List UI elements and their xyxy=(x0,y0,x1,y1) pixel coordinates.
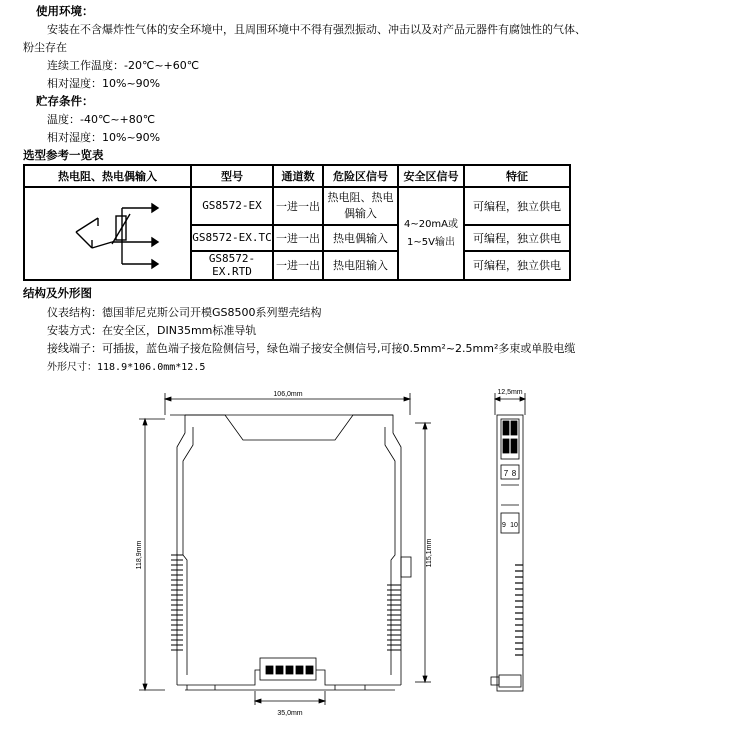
model-cell: GS8572-EX.TC xyxy=(191,225,273,251)
terminal-7-label: 7 xyxy=(503,469,509,478)
header-feature: 特征 xyxy=(464,165,570,187)
safe-signal-cell xyxy=(398,187,464,280)
terminal-9-label: 9 xyxy=(502,522,506,529)
header-input: 热电阻、热电偶输入 xyxy=(24,165,191,187)
structure-line1: 仪表结构：德国菲尼克斯公司开模GS8500系列塑壳结构 xyxy=(47,306,322,319)
selection-table xyxy=(23,164,571,281)
env-temp: 连续工作温度：-20℃~+60℃ xyxy=(47,59,200,72)
storage-temp: 温度：-40℃~+80℃ xyxy=(47,113,156,126)
terminal-10-label: 10 xyxy=(510,522,518,529)
front-view-drawing xyxy=(125,385,455,725)
hazard-cell: 热电阻、热电偶输入 xyxy=(323,187,398,225)
dim-side-label: 12,5mm xyxy=(497,389,523,396)
storage-heading: 贮存条件： xyxy=(36,94,94,108)
header-safe: 安全区信号 xyxy=(398,165,464,187)
header-model: 型号 xyxy=(191,165,273,187)
safe-signal-line1: 4~20mA或 xyxy=(403,218,459,230)
side-view-drawing xyxy=(485,385,545,705)
structure-line3: 接线端子：可插拔，蓝色端子接危险侧信号，绿色端子接安全侧信号,可接0.5mm²~2.5mm²多束或单股电缆 xyxy=(47,342,576,355)
thermocouple-diagram-cell xyxy=(24,187,191,280)
hazard-cell: 热电偶输入 xyxy=(323,225,398,251)
table-header-row xyxy=(24,165,570,187)
dim-height-left-label: 118,9mm xyxy=(136,540,143,570)
storage-humidity: 相对湿度：10%~90% xyxy=(47,131,161,144)
model-cell: GS8572-EX.RTD xyxy=(191,251,273,280)
hazard-cell: 热电阻输入 xyxy=(323,251,398,280)
header-hazard: 危险区信号 xyxy=(323,165,398,187)
channels-cell: 一进一出 xyxy=(273,225,323,251)
feature-cell: 可编程，独立供电 xyxy=(464,187,570,225)
channels-cell: 一进一出 xyxy=(273,251,323,280)
dim-bottom-label: 35,0mm xyxy=(277,710,303,717)
safe-signal-line2: 1~5V输出 xyxy=(407,236,455,248)
thermocouple-diagram xyxy=(28,188,188,276)
structure-line4: 外形尺寸：118.9*106.0mm*12.5 xyxy=(47,362,206,373)
header-channels: 通道数 xyxy=(273,165,323,187)
terminal-8-label: 8 xyxy=(511,469,517,478)
feature-cell: 可编程，独立供电 xyxy=(464,251,570,280)
env-line1: 安装在不含爆炸性气体的安全环境中，且周围环境中不得有强烈振动、冲击以及对产品元器件有腐蚀性的气体、 xyxy=(47,23,586,36)
model-cell: GS8572-EX xyxy=(191,187,273,225)
env-humidity: 相对湿度：10%~90% xyxy=(47,77,161,90)
env-heading: 使用环境： xyxy=(36,4,94,18)
structure-line2: 安装方式：在安全区，DIN35mm标准导轨 xyxy=(47,324,257,337)
structure-heading: 结构及外形图 xyxy=(23,286,92,300)
dim-width-label: 106,0mm xyxy=(273,391,303,398)
env-line2: 粉尘存在 xyxy=(23,41,67,54)
feature-cell: 可编程，独立供电 xyxy=(464,225,570,251)
table-row xyxy=(24,187,570,225)
dim-height-right-label: 115,1mm xyxy=(426,538,433,568)
channels-cell: 一进一出 xyxy=(273,187,323,225)
selection-heading: 选型参考一览表 xyxy=(23,148,104,162)
